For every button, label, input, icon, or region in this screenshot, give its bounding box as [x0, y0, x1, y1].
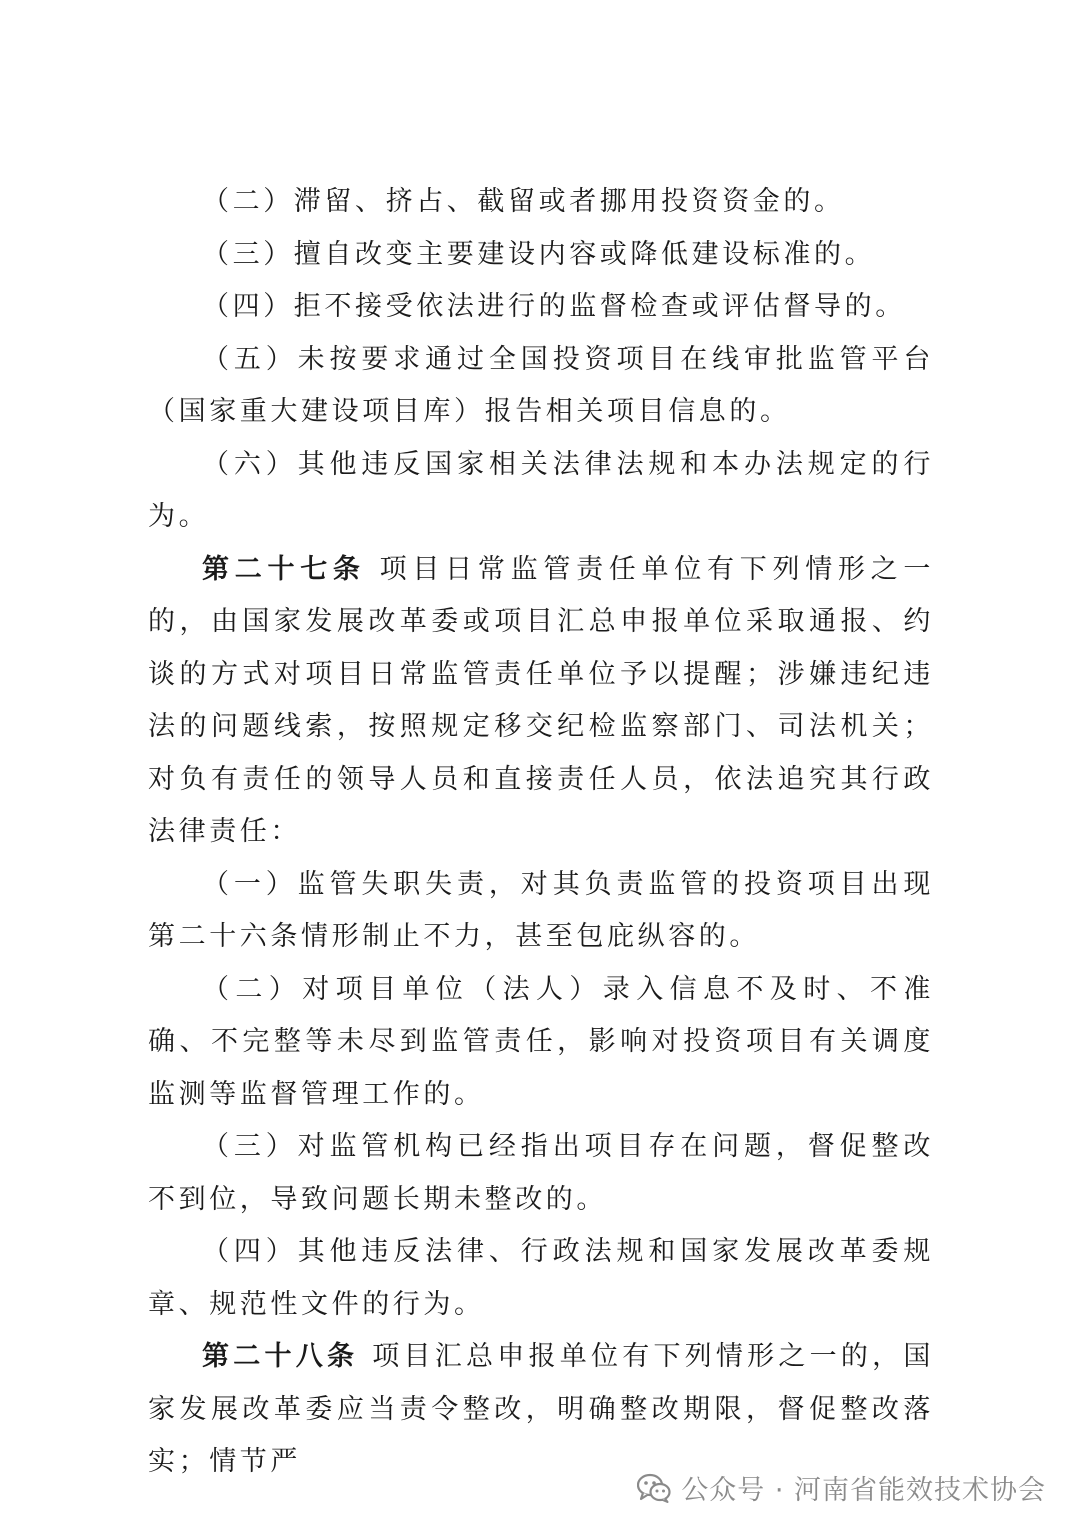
paragraph-text: （二）对项目单位（法人）录入信息不及时、不准确、不完整等未尽到监管责任，影响对投资项目有关调度监测等监督管理工作的。 [148, 973, 934, 1110]
paragraph-text: （一）监管失职失责，对其负责监管的投资项目出现第二十六条情形制止不力，甚至包庇纵容的。 [148, 868, 934, 952]
watermark [637, 1468, 1046, 1507]
paragraph-9 [148, 1121, 934, 1226]
paragraph-5 [148, 439, 934, 544]
paragraph-3 [148, 281, 934, 334]
paragraph-7 [148, 859, 934, 964]
paragraph-8 [148, 964, 934, 1122]
paragraph-text: （四）其他违反法律、行政法规和国家发展改革委规章、规范性文件的行为。 [148, 1236, 934, 1320]
article-number: 第二十八条 [202, 1341, 359, 1372]
article-number: 第二十七条 [202, 553, 366, 585]
paragraph-text: （四）拒不接受依法进行的监督检查或评估督导的。 [202, 291, 906, 322]
paragraph-text: （三）对监管机构已经指出项目存在问题，督促整改不到位，导致问题长期未整改的。 [148, 1131, 934, 1215]
paragraph-text: 项目日常监管责任单位有下列情形之一的，由国家发展改革委或项目汇总申报单位采取通报、约谈的方式对项目日常监管责任单位予以提醒；涉嫌违纪违法的问题线索，按照规定移交纪检监察部门、司法机关；对负有责任的领导人员和直接责任人员，依法追究其行政法律责任： [148, 553, 935, 847]
wechat-icon [637, 1473, 671, 1503]
paragraph-text: 项目汇总申报单位有下列情形之一的，国家发展改革委应当责令整改，明确整改期限，督促整改落实；情节严 [148, 1341, 934, 1477]
watermark-text: 公众号 · 河南省能效技术协会 [681, 1475, 1046, 1506]
paragraph-text: （五）未按要求通过全国投资项目在线审批监管平台（国家重大建设项目库）报告相关项目信息的。 [148, 343, 934, 427]
paragraph-text: （二）滞留、挤占、截留或者挪用投资资金的。 [202, 186, 845, 217]
paragraph-10 [148, 1226, 934, 1331]
article-27 [148, 544, 934, 859]
article-28 [148, 1331, 934, 1489]
paragraph-text: （六）其他违反国家相关法律法规和本办法规定的行为。 [148, 448, 934, 532]
paragraph-text: （三）擅自改变主要建设内容或降低建设标准的。 [202, 238, 876, 270]
document-body [148, 176, 934, 1489]
paragraph-4 [148, 334, 934, 439]
paragraph-1 [148, 176, 934, 229]
paragraph-2 [148, 229, 934, 282]
